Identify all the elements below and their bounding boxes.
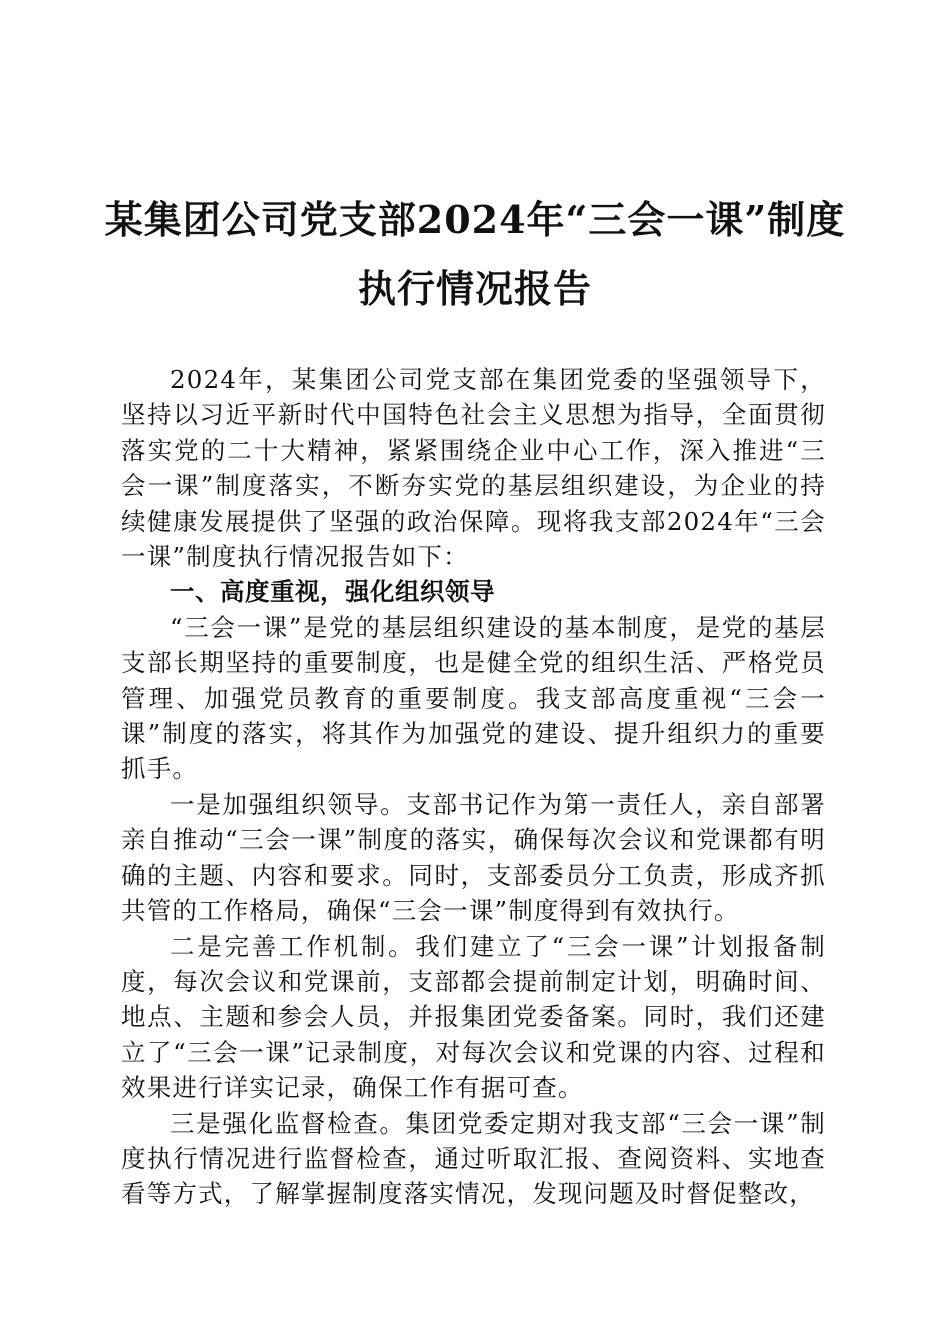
body-paragraph: “三会一课”是党的基层组织建设的基本制度，是党的基层支部长期坚持的重要制度，也是健全党的组织生活、严格党员管理、加强党员教育的重要制度。我支部高度重视“三会一课”制度的落实，将其作为加强党的建设、提升组织力的重要抓手。 <box>121 612 826 784</box>
intro-paragraph: 2024年，某集团公司党支部在集团党委的坚强领导下，坚持以习近平新时代中国特色社会主义思想为指导，全面贯彻落实党的二十大精神，紧紧围绕企业中心工作，深入推进“三会一课”制度落实，不断夯实党的基层组织建设，为企业的持续健康发展提供了坚强的政治保障。现将我支部2024年“三会一课”制度执行情况报告如下： <box>121 365 826 572</box>
document-title-line-2: 执行情况报告 <box>357 266 592 311</box>
body-paragraph: 三是强化监督检查。集团党委定期对我支部“三会一课”制度执行情况进行监督检查，通过听取汇报、查阅资料、实地查看等方式，了解掌握制度落实情况，发现问题及时督促整改， <box>121 1108 826 1209</box>
document-body <box>121 362 826 1212</box>
body-paragraph: 一是加强组织领导。支部书记作为第一责任人，亲自部署亲自推动“三会一课”制度的落实，确保每次会议和党课都有明确的主题、内容和要求。同时，支部委员分工负责，形成齐抓共管的工作格局，确保“三会一课”制度得到有效执行。 <box>121 789 826 926</box>
body-paragraph: 二是完善工作机制。我们建立了“三会一课”计划报备制度，每次会议和党课前，支部都会提前制定计划，明确时间、地点、主题和参会人员，并报集团党委备案。同时，我们还建立了“三会一课”记录制度，对每次会议和党课的内容、过程和效果进行详实记录，确保工作有据可查。 <box>121 931 826 1103</box>
document-title-line-1: 某集团公司党支部2024年“三会一课”制度 <box>104 197 846 242</box>
section-heading-1: 一、高度重视，强化组织领导 <box>170 577 495 607</box>
